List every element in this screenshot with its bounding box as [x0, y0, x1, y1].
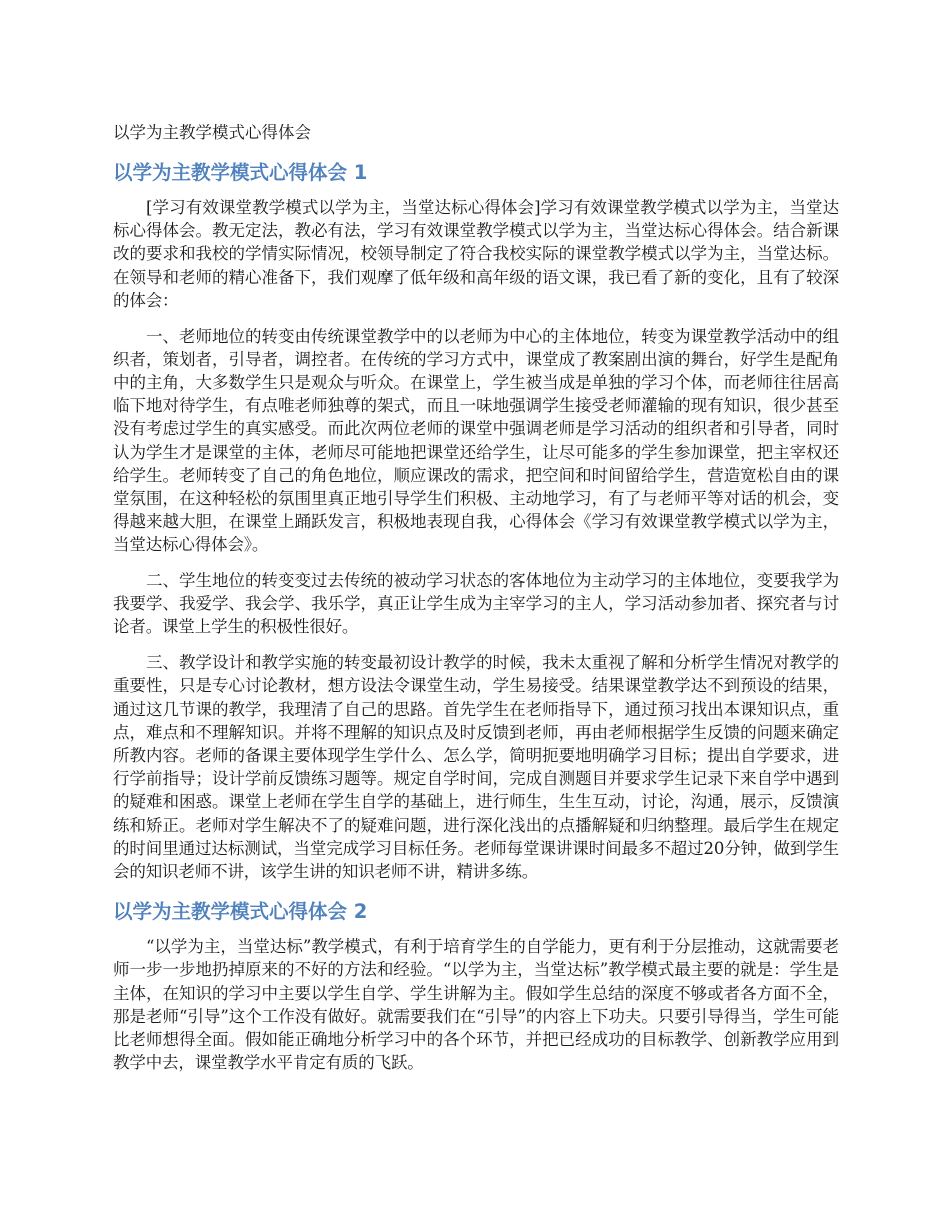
section-1 — [113, 160, 839, 883]
paragraph: 三、教学设计和教学实施的转变最初设计教学的时候，我未太重视了解和分析学生情况对教学的重要性，只是专心讨论教材，想方设法令课堂生动，学生易接受。结果课堂教学达不到预设的结果，通过这几节课的教学，我理清了自己的思路。首先学生在老师指导下，通过预习找出本课知识点，重点，难点和不理解知识。并将不理解的知识点及时反馈到老师，再由老师根据学生反馈的问题来确定所教内容。老师的备课主要体现学生学什么、怎么学，简明扼要地明确学习目标；提出自学要求，进行学前指导；设计学前反馈练习题等。规定自学时间，完成自测题目并要求学生记录下来自学中遇到的疑难和困惑。课堂上老师在学生自学的基础上，进行师生，生生互动，讨论，沟通，展示，反馈演练和矫正。老师对学生解决不了的疑难问题，进行深化浅出的点播解疑和归纳整理。最后学生在规定的时间里通过达标测试，当堂完成学习目标任务。老师每堂课讲课时间最多不超过20分钟，做到学生会的知识老师不讲，该学生讲的知识老师不讲，精讲多练。 — [113, 653, 839, 881]
paragraph: [学习有效课堂教学模式以学为主，当堂达标心得体会]学习有效课堂教学模式以学为主，当堂达标心得体会。教无定法，教必有法，学习有效课堂教学模式以学为主，当堂达标心得体会。结合新课改的要求和我校的学情实际情况，校领导制定了符合我校实际的课堂教学模式以学为主，当堂达标。在领导和老师的精心准备下，我们观摩了低年级和高年级的语文课，我已看了新的变化，且有了较深的体会： — [113, 198, 839, 310]
paragraph: “以学为主，当堂达标”教学模式，有利于培育学生的自学能力，更有利于分层推动，这就需要老师一步一步地扔掉原来的不好的方法和经验。“以学为主，当堂达标”教学模式最主要的就是：学生是主体，在知识的学习中主要以学生自学、学生讲解为主。假如学生总结的深度不够或者各方面不全，那是老师“引导”这个工作没有做好。就需要我们在“引导”的内容上下功夫。只要引导得当，学生可能比老师想得全面。假如能正确地分析学习中的各个环节，并把已经成功的目标教学、创新教学应用到教学中去，课堂教学水平肯定有质的飞跃。 — [113, 937, 839, 1073]
section-heading: 以学为主教学模式心得体会 2 — [113, 900, 368, 924]
section-heading: 以学为主教学模式心得体会 1 — [113, 161, 368, 184]
section-2 — [113, 899, 839, 1074]
document-page — [113, 122, 839, 1087]
paragraph: 一、老师地位的转变由传统课堂教学中的以老师为中心的主体地位，转变为课堂教学活动中的组织者，策划者，引导者，调控者。在传统的学习方式中，课堂成了教案剧出演的舞台，好学生是配角中的主角，大多数学生只是观众与听众。在课堂上，学生被当成是单独的学习个体，而老师往往居高临下地对待学生，有点唯老师独尊的架式，而且一味地强调学生接受老师灌输的现有知识，很少甚至没有考虑过学生的真实感受。而此次两位老师的课堂中强调老师是学习活动的组织者和引导者，同时认为学生才是课堂的主体，老师尽可能地把课堂还给学生，让尽可能多的学生参加课堂，把主宰权还给学生。老师转变了自己的角色地位，顺应课改的需求，把空间和时间留给学生，营造宽松自由的课堂氛围，在这种轻松的氛围里真正地引导学生们积极、主动地学习，有了与老师平等对话的机会，变得越来越大胆，在课堂上踊跃发言，积极地表现自我，心得体会《学习有效课堂教学模式以学为主，当堂达标心得体会》。 — [113, 326, 839, 555]
paragraph: 二、学生地位的转变变过去传统的被动学习状态的客体地位为主动学习的主体地位，变要我学为我要学、我爱学、我会学、我乐学，真正让学生成为主宰学习的主人，学习活动参加者、探究者与讨论者。课堂上学生的积极性很好。 — [113, 571, 839, 637]
document-title: 以学为主教学模式心得体会 — [113, 123, 311, 142]
